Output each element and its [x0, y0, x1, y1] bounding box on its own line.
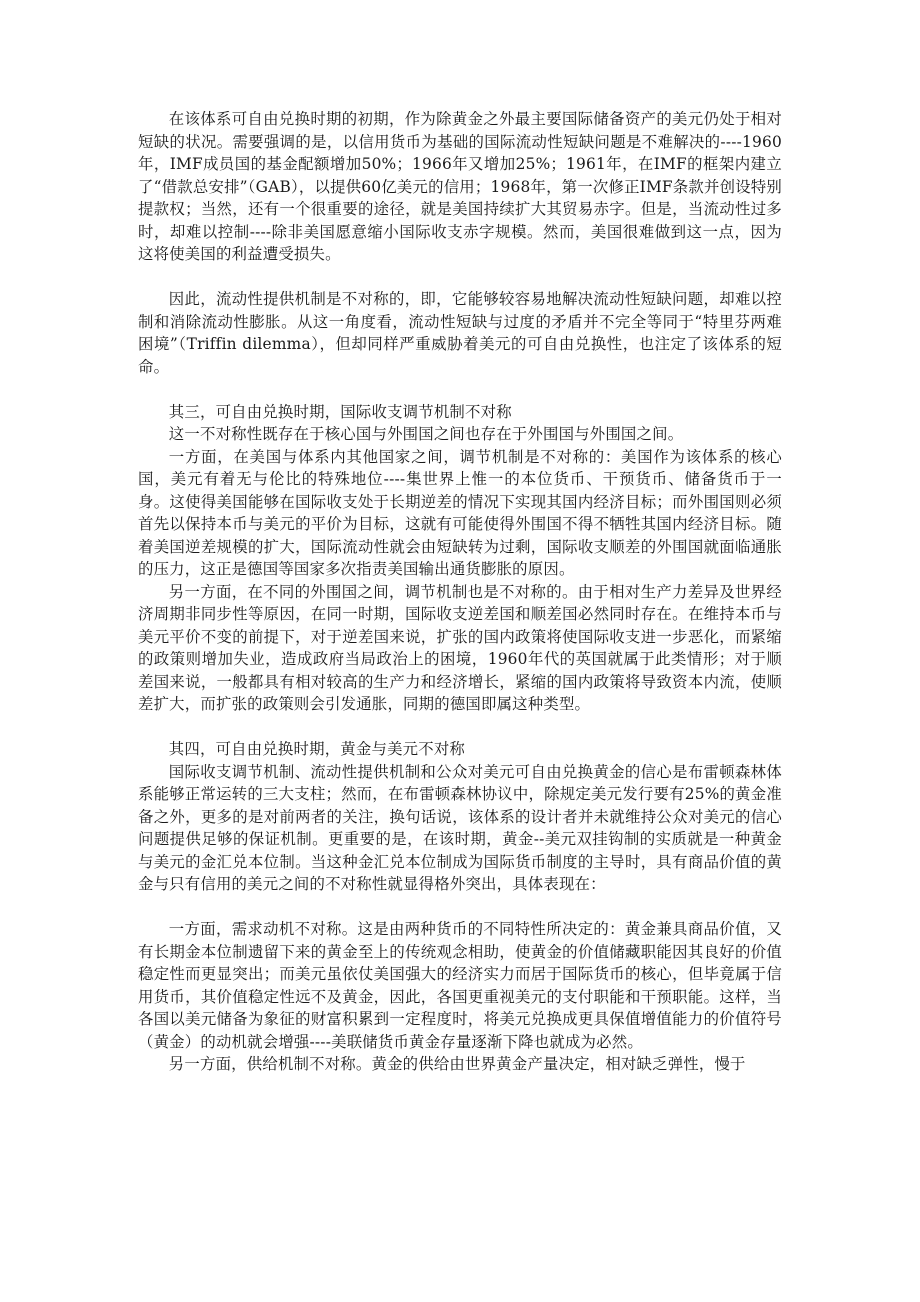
document-body — [138, 108, 782, 1076]
paragraph-asymmetry-intro: 这一不对称性既存在于核心国与外围国之间也存在于外围国与外围国之间。 — [168, 425, 684, 443]
section-heading-third: 其三，可自由兑换时期，国际收支调节机制不对称 — [168, 402, 512, 421]
paragraph-gap — [138, 378, 782, 401]
paragraph-gap — [138, 896, 782, 919]
paragraph-demand-asymmetry: 一方面，需求动机不对称。这是由两种货币的不同特性所决定的：黄金兼具商品价值，又有长期金本位制遗留下来的黄金至上的传统观念相助，使黄金的价值储藏职能因其良好的价值稳定性而更显突出；而美元虽依仗美国强大的经济实力而居于国际货币的核心，但毕竟属于信用货币，其价值稳定性远不及黄金，因此，各国更重视美元的支付职能和干预职能。这样，当各国以美元储备为象征的财富积累到一定程度时，将美元兑换成更具保值增值能力的价值符号（黄金）的动机就会增强----美联储货币黄金存量逐渐下降也就成为必然。 — [138, 920, 782, 1051]
section-heading-fourth: 其四，可自由兑换时期，黄金与美元不对称 — [168, 740, 466, 758]
paragraph-gold-dollar: 国际收支调节机制、流动性提供机制和公众对美元可自由兑换黄金的信心是布雷顿森林体系能够正常运转的三大支柱；然而，在布雷顿森林协议中，除规定美元发行要有25%的黄金准备之外，更多的是对前两者的关注，换句话说，该体系的设计者并未就维持公众对美元的信心问题提供足够的保证机制。更重要的是，在该时期，黄金--美元双挂钩制的实质就是一种黄金与美元的金汇兑本位制。当这种金汇兑本位制成为国际货币制度的主导时，具有商品价值的黄金与只有信用的美元之间的不对称性就显得格外突出，具体表现在： — [138, 762, 782, 893]
paragraph-gap — [138, 266, 782, 289]
paragraph-core-periphery: 一方面，在美国与体系内其他国家之间，调节机制是不对称的：美国作为该体系的核心国，美元有着无与伦比的特殊地位----集世界上惟一的本位货币、干预货币、储备货币于一身。这使得美国能够在国际收支处于长期逆差的情况下实现其国内经济目标；而外围国则必须首先以保持本币与美元的平价为目标，这就有可能使得外围国不得不牺牲其国内经济目标。随着美国逆差规模的扩大，国际流动性就会由短缺转为过剩，国际收支顺差的外围国就面临通胀的压力，这正是德国等国家多次指责美国输出通货膨胀的原因。 — [138, 447, 782, 578]
paragraph-liquidity-shortage: 在该体系可自由兑换时期的初期，作为除黄金之外最主要国际储备资产的美元仍处于相对短缺的状况。需要强调的是，以信用货币为基础的国际流动性短缺问题是不难解决的----1960年，IMF成员国的基金配额增加50%；1966年又增加25%；1961年，在IMF的框架内建立了“借款总安排”（GAB），以提供60亿美元的信用；1968年，第一次修正IMF条款并创设特别提款权；当然，还有一个很重要的途径，就是美国持续扩大其贸易赤字。但是，当流动性过多时，却难以控制----除非美国愿意缩小国际收支赤字规模。然而，美国很难做到这一点，因为这将使美国的利益遭受损失。 — [138, 110, 782, 263]
paragraph-supply-asymmetry: 另一方面，供给机制不对称。黄金的供给由世界黄金产量决定，相对缺乏弹性，慢于 — [168, 1055, 746, 1073]
paragraph-gap — [138, 716, 782, 739]
paragraph-liquidity-asymmetry: 因此，流动性提供机制是不对称的，即，它能够较容易地解决流动性短缺问题，却难以控制和消除流动性膨胀。从这一角度看，流动性短缺与过度的矛盾并不完全等同于“特里芬两难困境”（Triffin dilemma），但却同样严重威胁着美元的可自由兑换性，也注定了该体系的短命。 — [138, 290, 782, 376]
paragraph-periphery-periphery: 另一方面，在不同的外围国之间，调节机制也是不对称的。由于相对生产力差异及世界经济周期非同步性等原因，在同一时期，国际收支逆差国和顺差国必然同时存在。在维持本币与美元平价不变的前提下，对于逆差国来说，扩张的国内政策将使国际收支进一步恶化，而紧缩的政策则增加失业，造成政府当局政治上的困境，1960年代的英国就属于此类情形；对于顺差国来说，一般都具有相对较高的生产力和经济增长，紧缩的国内政策将导致资本内流，使顺差扩大，而扩张的政策则会引发通胀，同期的德国即属这种类型。 — [138, 582, 782, 713]
